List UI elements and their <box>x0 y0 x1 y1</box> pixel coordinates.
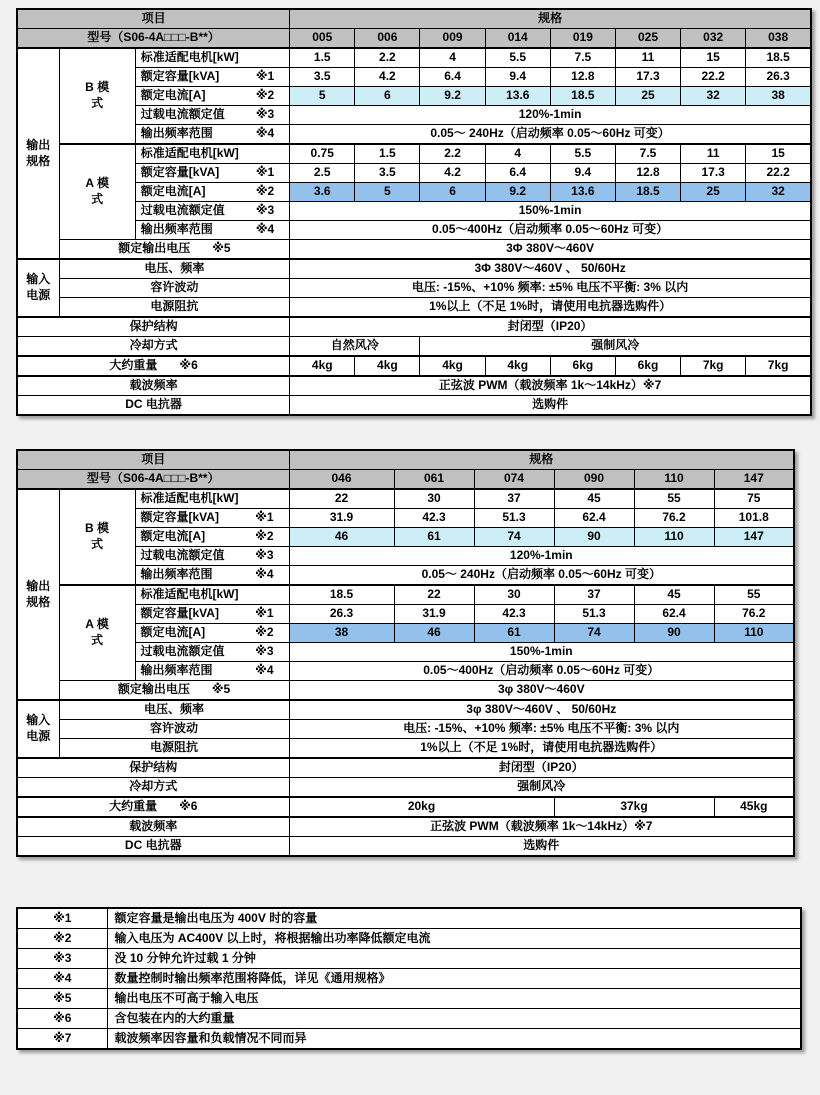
span-value-cell: 0.05～ 240Hz（启动频率 0.05～60Hz 可变） <box>289 566 794 586</box>
value-cell: 13.6 <box>550 183 615 202</box>
span-value-cell: 37kg <box>554 797 714 817</box>
footnote-text: 输出电压不可高于输入电压 <box>107 989 801 1009</box>
row-label-protection: 保护结构 <box>17 317 290 337</box>
note-marker: ※5 <box>211 682 231 697</box>
footnote-table <box>16 907 802 1050</box>
footnote-mark: ※3 <box>17 949 107 969</box>
table-row <box>17 376 811 396</box>
note-marker: ※3 <box>255 107 275 122</box>
row-label-weight: 大约重量 ※6 <box>17 356 290 376</box>
value-cell: 6kg <box>550 356 615 376</box>
row-label-capacity: 额定容量[kVA] ※1 <box>135 164 289 183</box>
value-cell: 4 <box>485 144 550 164</box>
span-value-cell: 电压: -15%、+10% 频率: ±5% 电压不平衡: 3% 以内 <box>290 279 811 298</box>
footnote-row <box>17 989 801 1009</box>
spec-header: 规格 <box>290 9 811 29</box>
table-row <box>17 450 794 470</box>
value-cell: 2.5 <box>290 164 355 183</box>
value-cell: 6.4 <box>485 164 550 183</box>
value-cell: 51.3 <box>474 509 554 528</box>
table-row <box>17 739 794 759</box>
value-cell: 3.5 <box>290 68 355 87</box>
value-cell: 18.5 <box>289 585 394 605</box>
value-cell: 45kg <box>714 797 794 817</box>
value-cell: 4.2 <box>355 68 420 87</box>
model-label: 型号（S06-4A□□□-B**） <box>17 470 289 490</box>
table-row <box>17 183 811 202</box>
footnote-mark: ※5 <box>17 989 107 1009</box>
note-marker: ※5 <box>212 241 231 256</box>
value-cell: 18.5 <box>615 183 680 202</box>
item-header: 项目 <box>17 450 289 470</box>
spec-table-2 <box>16 449 795 857</box>
col-header: 009 <box>420 29 485 49</box>
value-cell: 46 <box>289 528 394 547</box>
value-cell: 18.5 <box>746 48 811 68</box>
value-cell: 12.8 <box>550 68 615 87</box>
row-label-carrier: 载波频率 <box>17 376 290 396</box>
row-label-voltage-frequency: 电压、频率 <box>59 700 289 720</box>
value-cell: 51.3 <box>554 605 634 624</box>
section-label-output <box>17 489 59 700</box>
mode-label-text: B 模式 <box>84 521 109 551</box>
row-label-carrier: 载波频率 <box>17 817 289 837</box>
row-label-frequency: 输出频率范围 ※4 <box>135 125 289 145</box>
value-cell: 4kg <box>355 356 420 376</box>
section-label-text: 输入电源 <box>26 272 51 302</box>
table-row <box>17 68 811 87</box>
col-header: 074 <box>474 470 554 490</box>
span-value-cell: 3φ 380V～460V <box>289 681 794 701</box>
span-value-cell: 120%-1min <box>290 106 811 125</box>
footnote-row <box>17 929 801 949</box>
row-label-motor: 标准适配电机[kW] <box>135 48 289 68</box>
span-value-cell: 3φ 380V～460V 、 50/60Hz <box>289 700 794 720</box>
value-cell: 17.3 <box>681 164 746 183</box>
table-row <box>17 317 811 337</box>
spec-header: 规格 <box>289 450 794 470</box>
note-marker: ※2 <box>255 529 274 544</box>
note-marker: ※4 <box>255 222 275 237</box>
value-cell: 30 <box>474 585 554 605</box>
value-cell: 90 <box>554 528 634 547</box>
table-row <box>17 164 811 183</box>
span-value-cell: 3Φ 380V～460V <box>290 240 811 260</box>
section-label-input <box>17 700 59 758</box>
section-label-text: 输出规格 <box>26 137 51 168</box>
footnote-row <box>17 1009 801 1029</box>
value-cell: 147 <box>714 528 794 547</box>
span-value-cell: 选购件 <box>290 396 811 416</box>
row-label-weight: 大约重量 ※6 <box>17 797 289 817</box>
row-label-protection: 保护结构 <box>17 758 289 778</box>
footnote-text: 没 10 分钟允许过载 1 分钟 <box>107 949 801 969</box>
table-row <box>17 797 794 817</box>
footnote-mark: ※4 <box>17 969 107 989</box>
span-value-cell: 选购件 <box>289 837 794 857</box>
footnote-text: 输入电压为 AC400V 以上时，将根据输出功率降低额定电流 <box>107 929 801 949</box>
row-label-cooling: 冷却方式 <box>17 337 290 357</box>
table-row <box>17 298 811 318</box>
table-row <box>17 681 794 701</box>
span-value-cell: 正弦波 PWM（载波频率 1k～14kHz）※7 <box>290 376 811 396</box>
value-cell: 90 <box>634 624 714 643</box>
row-label-impedance: 电源阻抗 <box>59 739 289 759</box>
note-marker: ※1 <box>255 69 275 84</box>
value-cell: 74 <box>554 624 634 643</box>
span-value-cell: 120%-1min <box>289 547 794 566</box>
mode-label-a <box>59 585 135 681</box>
value-cell: 37 <box>474 489 554 509</box>
table-row <box>17 48 811 68</box>
table-row <box>17 106 811 125</box>
row-label-dc-reactor: DC 电抗器 <box>17 396 290 416</box>
value-cell: 4.2 <box>420 164 485 183</box>
note-marker: ※4 <box>255 126 275 141</box>
span-value-cell: 封闭型（IP20） <box>289 758 794 778</box>
footnote-row <box>17 908 801 929</box>
row-label-impedance: 电源阻抗 <box>59 298 290 318</box>
value-cell: 6.4 <box>420 68 485 87</box>
footnote-text: 载波频率因容量和负载情况不同而异 <box>107 1029 801 1050</box>
value-cell: 11 <box>615 48 680 68</box>
note-marker: ※3 <box>255 548 274 563</box>
footnote-mark: ※6 <box>17 1009 107 1029</box>
footnote-text: 额定容量是输出电压为 400V 时的容量 <box>107 908 801 929</box>
value-cell: 62.4 <box>554 509 634 528</box>
note-marker: ※1 <box>255 510 274 525</box>
value-cell: 9.4 <box>485 68 550 87</box>
value-cell: 6kg <box>615 356 680 376</box>
row-label-fluctuation: 容许波动 <box>59 720 289 739</box>
note-marker: ※2 <box>255 184 275 199</box>
row-label-overload: 过载电流额定值 ※3 <box>135 547 289 566</box>
table-row <box>17 837 794 857</box>
col-header: 147 <box>714 470 794 490</box>
value-cell: 76.2 <box>714 605 794 624</box>
note-marker: ※4 <box>255 567 274 582</box>
table-row <box>17 87 811 106</box>
table-row <box>17 221 811 240</box>
value-cell: 9.4 <box>550 164 615 183</box>
col-header: 110 <box>634 470 714 490</box>
value-cell: 7kg <box>746 356 811 376</box>
value-cell: 7.5 <box>550 48 615 68</box>
value-cell: 5.5 <box>550 144 615 164</box>
table-row <box>17 720 794 739</box>
table-row <box>17 9 811 29</box>
table-row <box>17 489 794 509</box>
note-marker: ※2 <box>255 88 275 103</box>
note-marker: ※4 <box>255 663 274 678</box>
value-cell: 15 <box>681 48 746 68</box>
note-marker: ※6 <box>179 799 198 814</box>
value-cell: 61 <box>394 528 474 547</box>
table-row <box>17 356 811 376</box>
col-header: 046 <box>289 470 394 490</box>
col-header: 025 <box>615 29 680 49</box>
row-label-overload: 过载电流额定值 ※3 <box>135 106 289 125</box>
value-cell: 74 <box>474 528 554 547</box>
row-label-capacity: 额定容量[kVA] ※1 <box>135 68 289 87</box>
value-cell: 5.5 <box>485 48 550 68</box>
span-value-cell: 3Φ 380V～460V 、 50/60Hz <box>290 259 811 279</box>
value-cell: 32 <box>746 183 811 202</box>
table-row <box>17 470 794 490</box>
footnote-mark: ※1 <box>17 908 107 929</box>
value-cell: 42.3 <box>474 605 554 624</box>
footnote-row <box>17 1029 801 1050</box>
value-cell: 3.6 <box>290 183 355 202</box>
table-row <box>17 778 794 798</box>
row-label-frequency: 输出频率范围 ※4 <box>135 566 289 586</box>
col-header: 019 <box>550 29 615 49</box>
model-label: 型号（S06-4A□□□-B**） <box>17 29 290 49</box>
col-header: 032 <box>681 29 746 49</box>
footnote-row <box>17 969 801 989</box>
row-label-fluctuation: 容许波动 <box>59 279 290 298</box>
span-value-cell: 0.05～ 240Hz（启动频率 0.05～60Hz 可变） <box>290 125 811 145</box>
mode-label-text: A 模式 <box>85 617 109 647</box>
footnote-mark: ※7 <box>17 1029 107 1050</box>
col-header: 006 <box>355 29 420 49</box>
value-cell: 4kg <box>485 356 550 376</box>
value-cell: 9.2 <box>485 183 550 202</box>
row-label-dc-reactor: DC 电抗器 <box>17 837 289 857</box>
row-label-overload: 过载电流额定值 ※3 <box>135 643 289 662</box>
footnote-row <box>17 949 801 969</box>
value-cell: 75 <box>714 489 794 509</box>
table-row <box>17 337 811 357</box>
value-cell: 11 <box>681 144 746 164</box>
value-cell: 13.6 <box>485 87 550 106</box>
span-value-cell: 自然风冷 <box>290 337 420 357</box>
value-cell: 7kg <box>681 356 746 376</box>
value-cell: 26.3 <box>289 605 394 624</box>
row-label-current: 额定电流[A] ※2 <box>135 624 289 643</box>
value-cell: 5 <box>290 87 355 106</box>
table-row <box>17 279 811 298</box>
footnote-text: 数量控制时输出频率范围将降低，详见《通用规格》 <box>107 969 801 989</box>
note-marker: ※2 <box>255 625 274 640</box>
row-label-current: 额定电流[A] ※2 <box>135 528 289 547</box>
span-value-cell: 20kg <box>289 797 554 817</box>
value-cell: 55 <box>714 585 794 605</box>
span-value-cell: 150%-1min <box>289 643 794 662</box>
value-cell: 17.3 <box>615 68 680 87</box>
note-marker: ※3 <box>255 644 274 659</box>
value-cell: 22.2 <box>681 68 746 87</box>
value-cell: 1.5 <box>290 48 355 68</box>
col-header: 005 <box>290 29 355 49</box>
note-marker: ※6 <box>179 358 198 373</box>
row-label-current: 额定电流[A] ※2 <box>135 87 289 106</box>
value-cell: 26.3 <box>746 68 811 87</box>
value-cell: 2.2 <box>420 144 485 164</box>
value-cell: 9.2 <box>420 87 485 106</box>
table-row <box>17 144 811 164</box>
value-cell: 6 <box>355 87 420 106</box>
table-row <box>17 240 811 260</box>
mode-label-b <box>59 489 135 585</box>
row-label-frequency: 输出频率范围 ※4 <box>135 662 289 681</box>
value-cell: 1.5 <box>355 144 420 164</box>
value-cell: 37 <box>554 585 634 605</box>
col-header: 090 <box>554 470 634 490</box>
value-cell: 0.75 <box>290 144 355 164</box>
col-header: 038 <box>746 29 811 49</box>
value-cell: 5 <box>355 183 420 202</box>
span-value-cell: 电压: -15%、+10% 频率: ±5% 电压不平衡: 3% 以内 <box>289 720 794 739</box>
value-cell: 76.2 <box>634 509 714 528</box>
value-cell: 18.5 <box>550 87 615 106</box>
value-cell: 25 <box>615 87 680 106</box>
value-cell: 12.8 <box>615 164 680 183</box>
value-cell: 46 <box>394 624 474 643</box>
value-cell: 101.8 <box>714 509 794 528</box>
span-value-cell: 正弦波 PWM（载波频率 1k～14kHz）※7 <box>289 817 794 837</box>
section-label-output <box>17 48 59 259</box>
table-row <box>17 125 811 145</box>
table-row <box>17 585 794 605</box>
value-cell: 4kg <box>290 356 355 376</box>
row-label-voltage-frequency: 电压、频率 <box>59 259 290 279</box>
row-label-capacity: 额定容量[kVA] ※1 <box>135 605 289 624</box>
mode-label-text: B 模式 <box>85 80 110 110</box>
span-value-cell: 150%-1min <box>290 202 811 221</box>
value-cell: 22.2 <box>746 164 811 183</box>
value-cell: 30 <box>394 489 474 509</box>
value-cell: 38 <box>746 87 811 106</box>
value-cell: 61 <box>474 624 554 643</box>
value-cell: 32 <box>681 87 746 106</box>
value-cell: 22 <box>289 489 394 509</box>
row-label-cooling: 冷却方式 <box>17 778 289 798</box>
value-cell: 31.9 <box>394 605 474 624</box>
footnote-text: 含包装在内的大约重量 <box>107 1009 801 1029</box>
note-marker: ※1 <box>255 606 274 621</box>
value-cell: 25 <box>681 183 746 202</box>
footnote-mark: ※2 <box>17 929 107 949</box>
value-cell: 6 <box>420 183 485 202</box>
value-cell: 42.3 <box>394 509 474 528</box>
mode-label-b <box>59 48 135 144</box>
row-label-current: 额定电流[A] ※2 <box>135 183 289 202</box>
span-value-cell: 0.05～400Hz（启动频率 0.05～60Hz 可变） <box>290 221 811 240</box>
row-label-frequency: 输出频率范围 ※4 <box>135 221 289 240</box>
col-header: 061 <box>394 470 474 490</box>
table-row <box>17 758 794 778</box>
note-marker: ※3 <box>255 203 275 218</box>
value-cell: 55 <box>634 489 714 509</box>
span-value-cell: 0.05～400Hz（启动频率 0.05～60Hz 可变） <box>289 662 794 681</box>
row-label-output-voltage: 额定输出电压 ※5 <box>59 240 290 260</box>
table-row <box>17 202 811 221</box>
table-row <box>17 817 794 837</box>
span-value-cell: 1%以上（不足 1%时，请使用电抗器选购件） <box>290 298 811 318</box>
row-label-output-voltage: 额定输出电压 ※5 <box>59 681 289 701</box>
value-cell: 3.5 <box>355 164 420 183</box>
value-cell: 62.4 <box>634 605 714 624</box>
section-label-input <box>17 259 59 317</box>
span-value-cell: 1%以上（不足 1%时，请使用电抗器选购件） <box>289 739 794 759</box>
table-row <box>17 259 811 279</box>
value-cell: 45 <box>634 585 714 605</box>
table-row <box>17 700 794 720</box>
value-cell: 38 <box>289 624 394 643</box>
value-cell: 2.2 <box>355 48 420 68</box>
row-label-motor: 标准适配电机[kW] <box>135 489 289 509</box>
mode-label-a <box>59 144 135 240</box>
value-cell: 110 <box>714 624 794 643</box>
value-cell: 15 <box>746 144 811 164</box>
row-label-motor: 标准适配电机[kW] <box>135 585 289 605</box>
col-header: 014 <box>485 29 550 49</box>
span-value-cell: 强制风冷 <box>289 778 794 798</box>
value-cell: 22 <box>394 585 474 605</box>
value-cell: 7.5 <box>615 144 680 164</box>
table-row <box>17 29 811 49</box>
item-header: 项目 <box>17 9 290 29</box>
value-cell: 4kg <box>420 356 485 376</box>
row-label-overload: 过载电流额定值 ※3 <box>135 202 289 221</box>
mode-label-text: A 模式 <box>85 176 109 206</box>
value-cell: 45 <box>554 489 634 509</box>
span-value-cell: 封闭型（IP20） <box>290 317 811 337</box>
table-row <box>17 396 811 416</box>
value-cell: 31.9 <box>289 509 394 528</box>
value-cell: 110 <box>634 528 714 547</box>
row-label-capacity: 额定容量[kVA] ※1 <box>135 509 289 528</box>
section-label-text: 输入电源 <box>26 713 51 743</box>
value-cell: 4 <box>420 48 485 68</box>
row-label-motor: 标准适配电机[kW] <box>135 144 289 164</box>
spec-table-1 <box>16 8 812 416</box>
section-label-text: 输出规格 <box>26 578 51 609</box>
span-value-cell: 强制风冷 <box>420 337 811 357</box>
note-marker: ※1 <box>255 165 275 180</box>
